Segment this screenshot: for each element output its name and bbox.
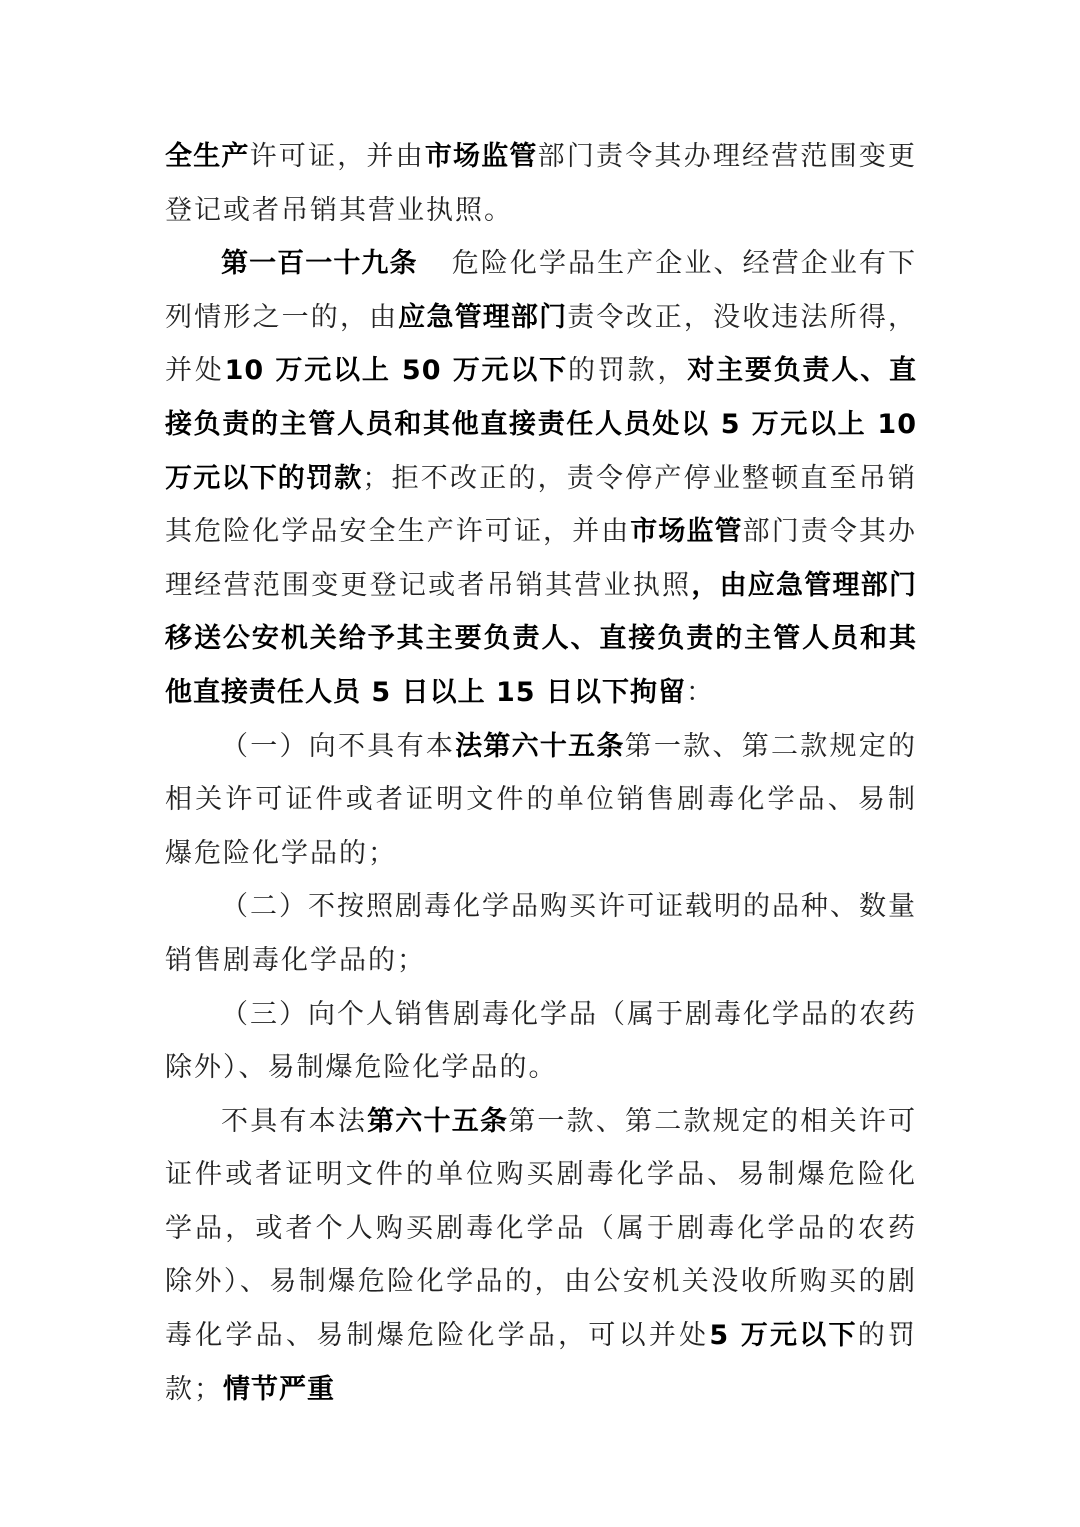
bold-text: 情节严重 [223,1373,335,1405]
bold-text: 应急管理部门 [398,301,568,333]
bold-text: 市场监管 [630,516,743,548]
text-run: 部门责令其办理经营范围变更登记或者吊销其营业执照。 [165,141,918,226]
text-run: 第一款、第二款规定的相关许可证件或者证明文件的单位销售剧毒化学品、易制爆危险化学品的； [165,730,918,869]
bold-text: 对主要负责人、直接负责的主管人员和其他直接责任人员处以 5 万元以上 10 万元以下的罚款 [165,355,918,494]
text-run: 的罚款， [568,355,688,387]
bold-text: 5 万元以下 [709,1320,858,1352]
document-page [165,130,917,1416]
text-run: 不具有本法 [221,1105,368,1137]
paragraph-1 [165,130,917,237]
text-run: 危险化学品生产企业、经营企业有下列情形之一的，由 [165,248,918,333]
article-119-paragraph [165,237,917,719]
text-run: （三）向个人销售剧毒化学品（属于剧毒化学品的农药除外）、易制爆危险化学品的。 [165,998,917,1084]
text-run: （二）不按照剧毒化学品购买许可证载明的品种、数量销售剧毒化学品的； [165,891,917,976]
bold-text: 市场监管 [424,141,538,172]
text-run: （一）向不具有本 [221,730,456,762]
item-1-paragraph [165,720,917,881]
text-run: 的罚款； [165,1320,918,1405]
item-3-paragraph [165,988,917,1095]
text-run: 责令改正，没收违法所得，并处 [165,301,918,387]
bold-text: 第六十五条 [367,1105,509,1137]
text-run: ： [685,676,715,708]
text-run: 许可证，并由 [249,141,425,172]
text-run: ；拒不改正的，责令停产停业整顿直至吊销其危险化学品安全生产许可证，并由 [165,462,918,548]
purchase-paragraph [165,1095,917,1417]
article-heading: 第一百一十九条 [221,248,418,280]
text-run: 第一款、第二款规定的相关许可证件或者证明文件的单位购买剧毒化学品、易制爆危险化学品，或者个人购买剧毒化学品（属于剧毒化学品的农药除外）、易制爆危险化学品的，由公安机关没收所购买的剧毒化学品、易制爆危险化学品，可以并处 [165,1105,918,1352]
bold-text: 法第六十五条 [455,730,625,762]
bold-text: ，由应急管理部门移送公安机关给予其主要负责人、直接负责的主管人员和其他直接责任人员 5 日以上 15 日以下拘留 [165,569,918,708]
item-2-paragraph [165,880,917,987]
bold-text: 全生产 [165,141,250,172]
bold-text: 10 万元以上 50 万元以下 [224,355,568,387]
text-run: 部门责令其办理经营范围变更登记或者吊销其营业执照 [165,516,918,601]
